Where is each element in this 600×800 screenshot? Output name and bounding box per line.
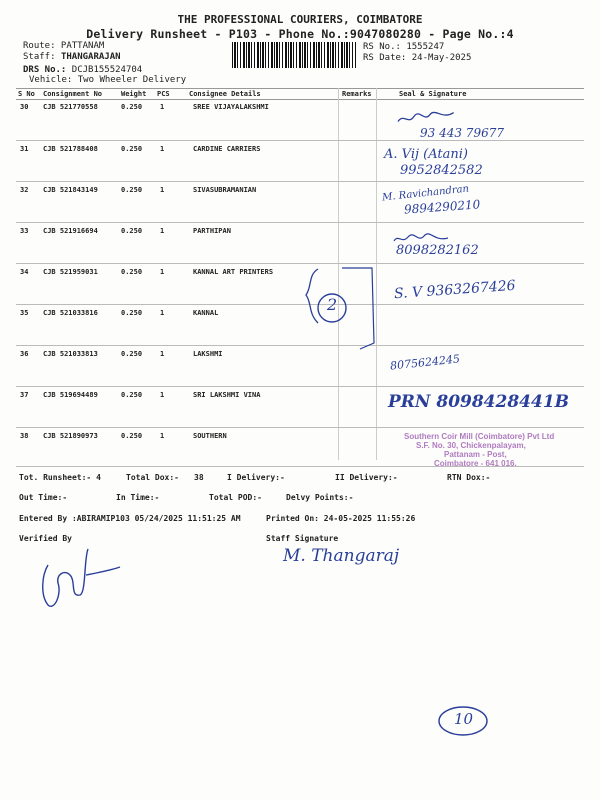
handwritten-phone-36: 8075624245 [389, 352, 461, 373]
printed-on: Printed On: 24-05-2025 11:55:26 [266, 514, 416, 523]
handwritten-phone-33: 8098282162 [396, 243, 479, 258]
row-consignee: SREE VIJAYALAKSHMI [193, 103, 269, 111]
row-weight: 0.250 [121, 145, 143, 153]
row-consignment: CJB 521033813 [43, 350, 98, 358]
row-sno: 32 [20, 186, 29, 194]
rtn-dox: RTN Dox:- [447, 473, 491, 482]
row-pcs: 1 [160, 391, 165, 399]
staff-name: THANGARAJAN [60, 52, 121, 62]
row-consignment: CJB 521959031 [43, 268, 98, 276]
rs-number: RS No.: 1555247 [363, 42, 445, 52]
i-delivery: I Delivery:- [227, 473, 285, 482]
circled-count: 2 [327, 295, 338, 314]
stamp-line-4: Coimbatore - 641 016. [434, 459, 517, 468]
table-top-rule [16, 88, 584, 89]
drs-row [23, 65, 142, 75]
col-header-consignment: Consignment No [43, 90, 103, 98]
row-consignee: KANNAL [193, 309, 219, 317]
signature-scribble-icon [396, 108, 457, 127]
route-text: Route: PATTANAM [23, 41, 105, 51]
row-sno: 37 [20, 391, 29, 399]
row-divider [16, 263, 584, 264]
col-header-sno: S No [18, 90, 35, 98]
page-number-handwritten: 10 [454, 710, 474, 728]
document-title: THE PROFESSIONAL COURIERS, COIMBATORE [177, 13, 423, 26]
row-pcs: 1 [160, 268, 165, 276]
col-header-weight: Weight [121, 90, 147, 98]
staff-signature: M. Thangaraj [283, 546, 400, 566]
total-dox-value: 38 [194, 473, 204, 482]
row-weight: 0.250 [121, 103, 143, 111]
row-sno: 38 [20, 432, 29, 440]
row-consignee: CARDINE CARRIERS [193, 145, 261, 153]
bracket-annotation-icon [300, 265, 390, 355]
row-consignment: CJB 521788408 [43, 145, 98, 153]
row-consignee: LAKSHMI [193, 350, 223, 358]
total-runsheet: Tot. Runsheet:- 4 [19, 473, 101, 482]
row-divider [16, 222, 584, 223]
drs-number: DCJB155524704 [71, 65, 143, 75]
row-weight: 0.250 [121, 268, 143, 276]
row-weight: 0.250 [121, 309, 143, 317]
delvy-points: Delvy Points:- [286, 493, 354, 502]
col-header-remarks: Remarks [342, 90, 372, 98]
row-divider [16, 386, 584, 387]
row-sno: 31 [20, 145, 29, 153]
company-stamp [404, 432, 554, 468]
row-sno: 35 [20, 309, 29, 317]
row-sno: 33 [20, 227, 29, 235]
header-bottom-rule [16, 99, 584, 100]
row-sno: 34 [20, 268, 29, 276]
row-consignment: CJB 521916694 [43, 227, 98, 235]
staff-row [23, 52, 121, 62]
out-time: Out Time:- [19, 493, 68, 502]
row-pcs: 1 [160, 103, 165, 111]
row-sno: 30 [20, 103, 29, 111]
total-pod: Total POD:- [209, 493, 262, 502]
handwritten-phone-30: 93 443 79677 [420, 126, 504, 140]
barcode [232, 42, 356, 68]
entered-by: Entered By :ABIRAMIP103 05/24/2025 11:51:25 AM [19, 514, 241, 523]
row-pcs: 1 [160, 186, 165, 194]
row-pcs: 1 [160, 350, 165, 358]
row-divider [16, 427, 584, 428]
ii-delivery: II Delivery:- [335, 473, 398, 482]
row-consignee: SOUTHERN [193, 432, 227, 440]
handwritten-phone-32: 9894290210 [403, 197, 481, 217]
handwritten-phone-31: 9952842582 [400, 163, 483, 178]
row-consignee: SIVASUBRAMANIAN [193, 186, 257, 194]
row-consignment: CJB 521033816 [43, 309, 98, 317]
row-weight: 0.250 [121, 227, 143, 235]
row-consignee: SRI LAKSHMI VINA [193, 391, 261, 399]
row-consignment: CJB 521770558 [43, 103, 98, 111]
stamp-line-1: Southern Coir Mill (Coimbatore) Pvt Ltd [404, 432, 555, 441]
row-pcs: 1 [160, 432, 165, 440]
row-consignee: PARTHIPAN [193, 227, 231, 235]
rs-date: RS Date: 24-May-2025 [363, 53, 472, 63]
verifier-signature-icon [36, 545, 126, 615]
row-weight: 0.250 [121, 391, 143, 399]
row-pcs: 1 [160, 309, 165, 317]
row-divider [16, 140, 584, 141]
row-weight: 0.250 [121, 186, 143, 194]
col-header-pcs: PCS [157, 90, 170, 98]
col-header-consignee: Consignee Details [189, 90, 261, 98]
row-consignment: CJB 521843149 [43, 186, 98, 194]
drs-label: DRS No.: [23, 65, 67, 75]
handwritten-name-32: M. Ravichandran [381, 183, 470, 204]
row-consignment: CJB 521890973 [43, 432, 98, 440]
row-divider [16, 181, 584, 182]
row-sno: 36 [20, 350, 29, 358]
row-consignment: CJB 519694489 [43, 391, 98, 399]
stamp-line-2: S.F. No. 30, Chickenpalayam, [416, 441, 526, 450]
document-subtitle: Delivery Runsheet - P103 - Phone No.:9047080280 - Page No.:4 [86, 27, 514, 41]
verified-by-label: Verified By [19, 534, 72, 543]
handwritten-phone-37: PRN 8098428441B [388, 392, 570, 412]
staff-label: Staff: [23, 52, 56, 62]
row-pcs: 1 [160, 227, 165, 235]
vehicle-text: Vehicle: Two Wheeler Delivery [29, 75, 187, 85]
row-weight: 0.250 [121, 350, 143, 358]
row-pcs: 1 [160, 145, 165, 153]
stamp-line-3: Pattanam - Post, [444, 450, 507, 459]
handwritten-phone-34: S. V 9363267426 [393, 277, 517, 303]
row-weight: 0.250 [121, 432, 143, 440]
handwritten-name-31: A. Vij (Atani) [384, 147, 468, 162]
row-consignee: KANNAL ART PRINTERS [193, 268, 274, 276]
staff-signature-label: Staff Signature [266, 534, 339, 543]
total-dox-label: Total Dox:- [126, 473, 179, 482]
col-header-seal-signature: Seal & Signature [399, 90, 467, 98]
in-time: In Time:- [116, 493, 160, 502]
